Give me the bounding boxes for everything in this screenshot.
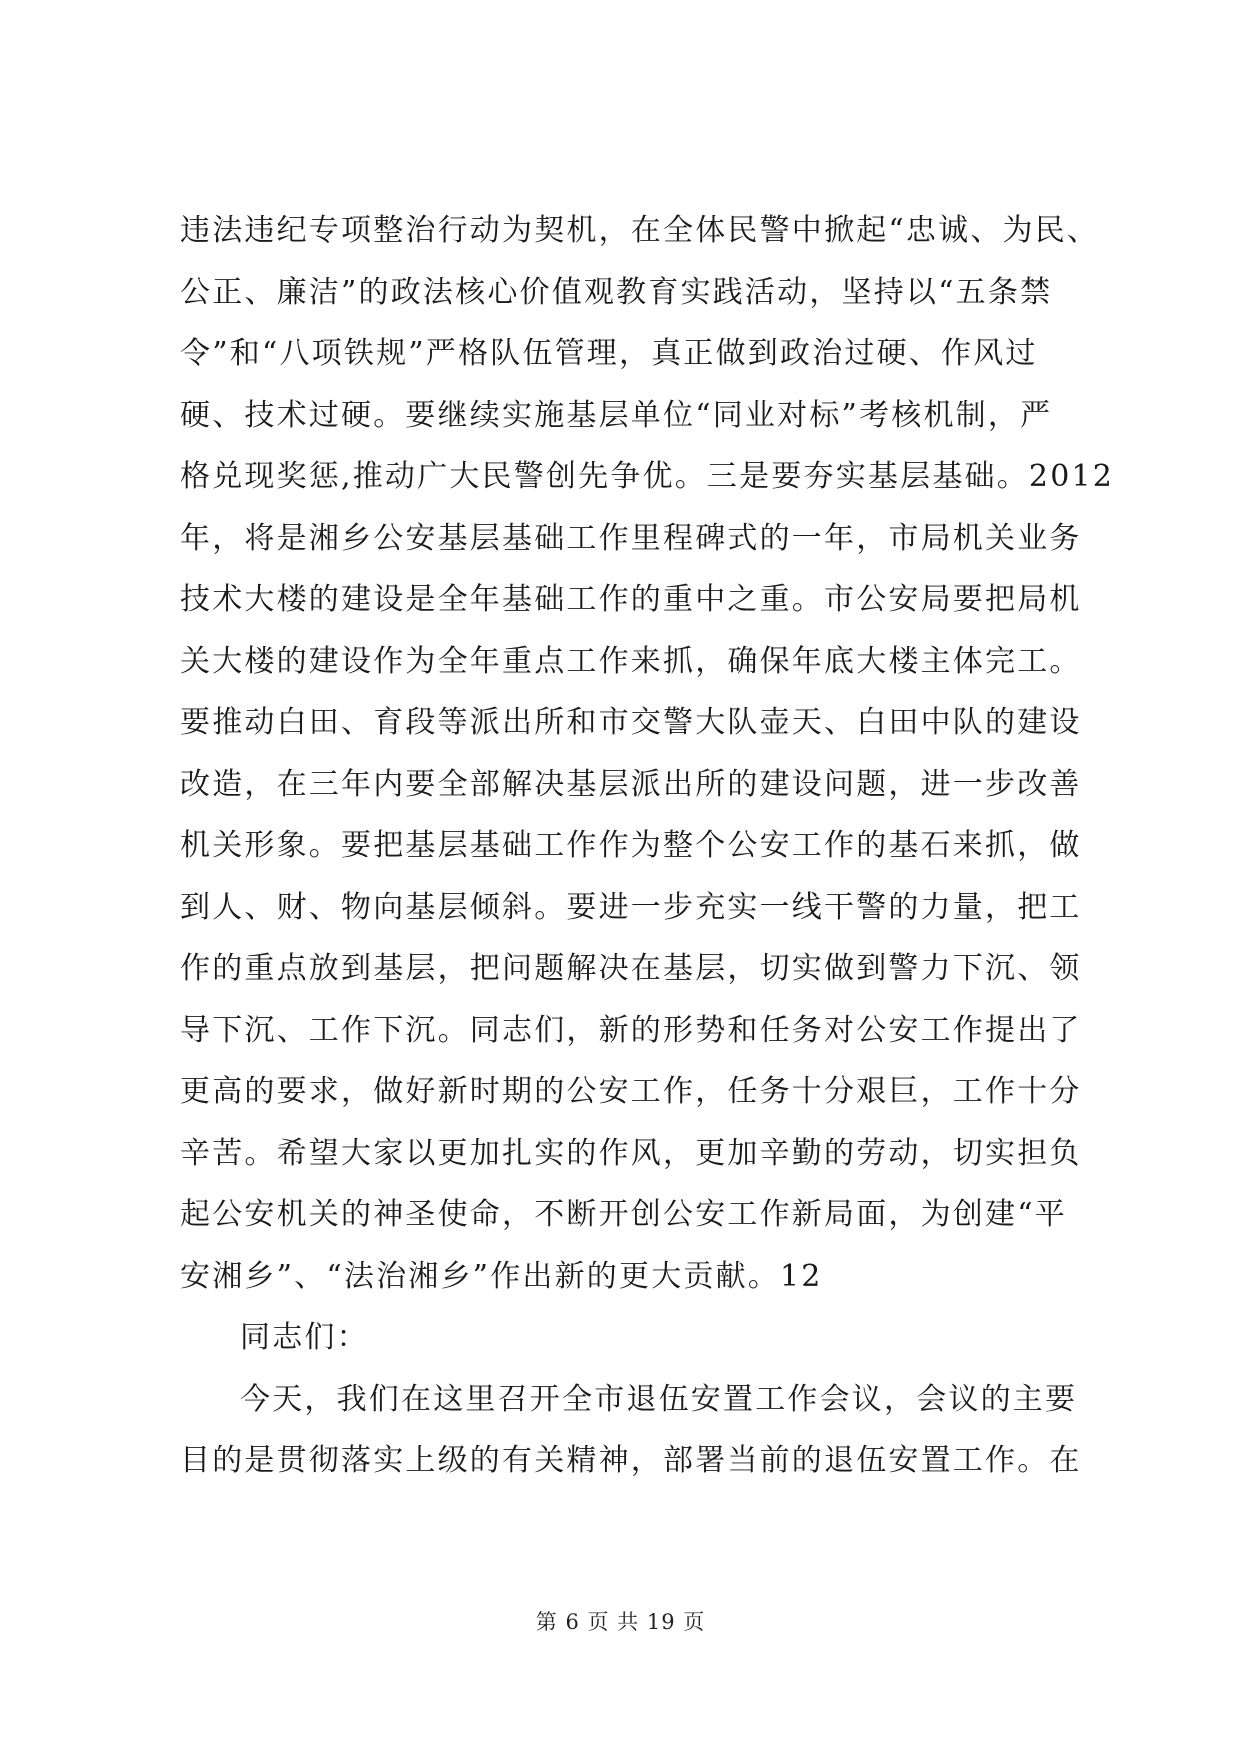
text-line: 导下沉、工作下沉。同志们，新的形势和任务对公安工作提出了 [180, 1012, 1082, 1048]
salutation: 同志们： [240, 1320, 369, 1355]
text-line: 年，将是湘乡公安基层基础工作里程碑式的一年，市局机关业务 [180, 520, 1082, 556]
text-line: 令”和“八项铁规”严格队伍管理，真正做到政治过硬、作风过 [180, 336, 1038, 371]
text-line: 技术大楼的建设是全年基础工作的重中之重。市公安局要把局机 [180, 582, 1082, 617]
body-text [180, 200, 1115, 1492]
text-line: 作的重点放到基层，把问题解决在基层，切实做到警力下沉、领 [180, 951, 1082, 986]
text-line: 公正、廉洁”的政法核心价值观教育实践活动，坚持以“五条禁 [180, 274, 1053, 310]
text-line: 目的是贯彻落实上级的有关精神，部署当前的退伍安置工作。在 [180, 1443, 1082, 1478]
text-line: 改造，在三年内要全部解决基层派出所的建设问题，进一步改善 [180, 766, 1082, 802]
page-number-footer: 第 6 页 共 19 页 [535, 1610, 706, 1634]
text-line: 更高的要求，做好新时期的公安工作，任务十分艰巨，工作十分 [180, 1074, 1082, 1109]
paragraph-start: 今天，我们在这里召开全市退伍安置工作会议，会议的主要 [240, 1381, 1078, 1417]
text-line: 硬、技术过硬。要继续实施基层单位“同业对标”考核机制，严 [180, 397, 1053, 433]
text-line: 到人、财、物向基层倾斜。要进一步充实一线干警的力量，把工 [180, 889, 1082, 925]
text-line: 机关形象。要把基层基础工作作为整个公安工作的基石来抓，做 [180, 828, 1082, 863]
text-line: 要推动白田、育段等派出所和市交警大队壶天、白田中队的建设 [180, 705, 1082, 740]
text-line: 起公安机关的神圣使命，不断开创公安工作新局面，为创建“平 [180, 1197, 1067, 1232]
text-line: 违法违纪专项整治行动为契机，在全体民警中掀起“忠诚、为民、 [180, 213, 1100, 248]
text-line: 关大楼的建设作为全年重点工作来抓，确保年底大楼主体完工。 [180, 643, 1082, 679]
text-line: 格兑现奖惩,推动广大民警创先争优。三是要夯实基层基础。2012 [180, 459, 1115, 494]
text-line: 辛苦。希望大家以更加扎实的作风，更加辛勤的劳动，切实担负 [180, 1135, 1082, 1171]
text-line: 安湘乡”、“法治湘乡”作出新的更大贡献。12 [180, 1258, 823, 1294]
